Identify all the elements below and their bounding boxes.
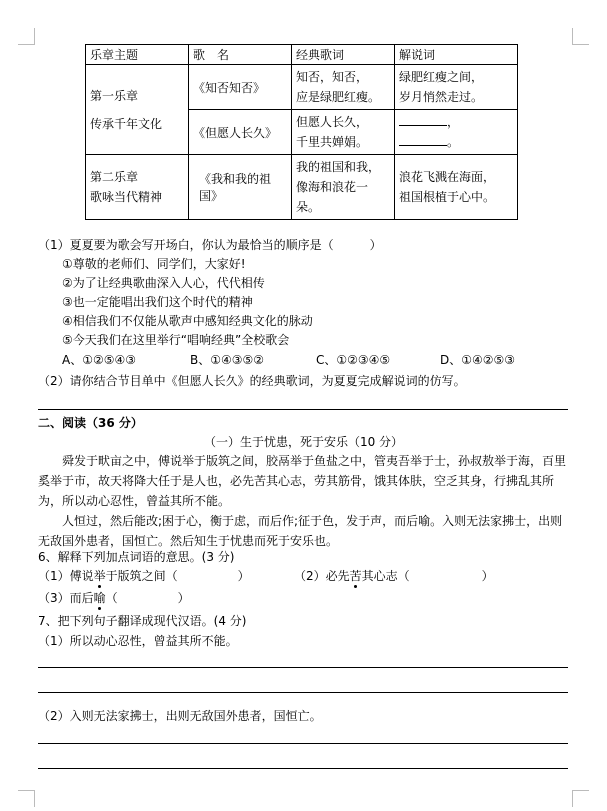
table-header-cell: 经典歌词 (292, 45, 395, 65)
table-row (86, 155, 518, 220)
answer-line[interactable] (38, 667, 568, 668)
answer-blank[interactable] (399, 113, 447, 126)
question-2-stem: （2）请你结合节目单中《但愿人长久》的经典歌词，为夏夏完成解说词的仿写。 (38, 374, 466, 388)
option-b[interactable]: B、①④③⑤② (190, 353, 265, 367)
dotted-word: 举 (93, 569, 106, 583)
answer-line[interactable] (38, 409, 568, 410)
option-d[interactable]: D、①④②⑤③ (440, 353, 516, 367)
question-6-item-1: （1）傅说举于版筑之间（ ） (38, 569, 250, 583)
passage-paragraph: 舜发于畎亩之中，傅说举于版筑之间，胶鬲举于鱼盐之中，管夷吾举于士，孙叔敖举于海，百里奚举于市，故天将降大任于是人也，必先苦其心志，劳其筋骨，饿其体肤，空乏其身，行拂乱其所为，所以动心忍性，曾益其所不能。 (38, 454, 567, 508)
question-1-stem: （1）夏夏要为歌会写开场白，你认为最恰当的顺序是（ ） (38, 238, 382, 252)
program-table (85, 44, 518, 220)
lyric-line: 我的祖国和我， (296, 160, 381, 174)
question-1-item: ⑤今天我们在这里举行“唱响经典”全校歌会 (62, 333, 290, 347)
question-1-item: ②为了让经典歌曲深入人心，代代相传 (62, 276, 265, 290)
option-a[interactable]: A、①②⑤④③ (62, 353, 136, 367)
movement-theme: 传承千年文化 (90, 116, 163, 131)
movement-cell (86, 155, 189, 220)
table-header-row (86, 45, 518, 65)
dotted-word: 喻 (93, 591, 106, 605)
lyric-line: 像海和浪花一朵。 (296, 180, 369, 214)
movement-title: 第二乐章 (90, 170, 139, 184)
table-header-cell: 歌 名 (189, 45, 292, 65)
option-c[interactable]: C、①②③④⑤ (316, 353, 391, 367)
movement-title: 第一乐章 (90, 88, 139, 103)
answer-line[interactable] (38, 743, 568, 744)
answer-line[interactable] (38, 692, 568, 693)
question-6-stem: 6、解释下列加点词语的意思。(3 分) (38, 550, 235, 564)
song-name-cell: 《但愿人长久》 (189, 110, 292, 155)
dotted-word: 苦 (349, 569, 362, 583)
lyrics-cell (292, 155, 395, 220)
commentary-line: 浪花飞溅在海面， (399, 170, 496, 184)
movement-cell (86, 65, 189, 155)
lyrics-cell (292, 110, 395, 155)
table-row (86, 65, 518, 110)
page-corner-mark (572, 28, 589, 45)
page-corner-mark (18, 28, 35, 45)
page-corner-mark (18, 790, 35, 807)
answer-line[interactable] (38, 768, 568, 769)
question-1-item: ④相信我们不仅能从歌声中感知经典文化的脉动 (62, 314, 313, 328)
song-name-cell: 《知否知否》 (189, 65, 292, 110)
commentary-line: 绿肥红瘦之间， (399, 70, 484, 84)
question-7-item-1: （1）所以动心忍性，曾益其所不能。 (38, 634, 238, 648)
commentary-punct: 。 (447, 135, 460, 149)
lyrics-cell (292, 65, 395, 110)
commentary-cell (395, 65, 518, 110)
table-header-cell: 乐章主题 (86, 45, 189, 65)
question-6-item-3: （3）而后喻（ ） (38, 591, 190, 605)
question-1-item: ③也一定能唱出我们这个时代的精神 (62, 295, 253, 309)
question-7-stem: 7、把下列句子翻译成现代汉语。(4 分) (38, 614, 247, 628)
movement-theme: 歌咏当代精神 (90, 190, 163, 204)
lyric-line: 应是绿肥红瘦。 (296, 90, 381, 104)
section-heading: 二、阅读（36 分） (38, 416, 143, 430)
question-7-item-2: （2）入则无法家拂士，出则无敌国外患者，国恒亡。 (38, 709, 322, 723)
table-header-cell: 解说词 (395, 45, 518, 65)
song-name-cell: 《我和我的祖国》 (189, 155, 292, 220)
lyric-line: 知否，知否， (296, 70, 369, 84)
commentary-line: 祖国根植于心中。 (399, 190, 496, 204)
question-1-item: ①尊敬的老师们、同学们，大家好! (62, 257, 246, 271)
answer-blank[interactable] (399, 133, 447, 146)
commentary-line: 岁月悄然走过。 (399, 90, 484, 104)
question-6-item-2: （2）必先苦其心志（ ） (294, 569, 494, 583)
commentary-cell (395, 110, 518, 155)
lyric-line: 但愿人长久， (296, 115, 369, 129)
commentary-cell (395, 155, 518, 220)
page-corner-mark (572, 790, 589, 807)
passage-title: （一）生于忧患，死于安乐（10 分） (203, 435, 404, 449)
commentary-punct: ， (447, 115, 460, 129)
lyric-line: 千里共婵娟。 (296, 135, 369, 149)
passage-paragraph: 人恒过，然后能改;困于心，衡于虑，而后作;征于色，发于声，而后喻。入则无法家拂士，出则无敌国外患者，国恒亡。然后知生于忧患而死于安乐也。 (38, 514, 563, 548)
